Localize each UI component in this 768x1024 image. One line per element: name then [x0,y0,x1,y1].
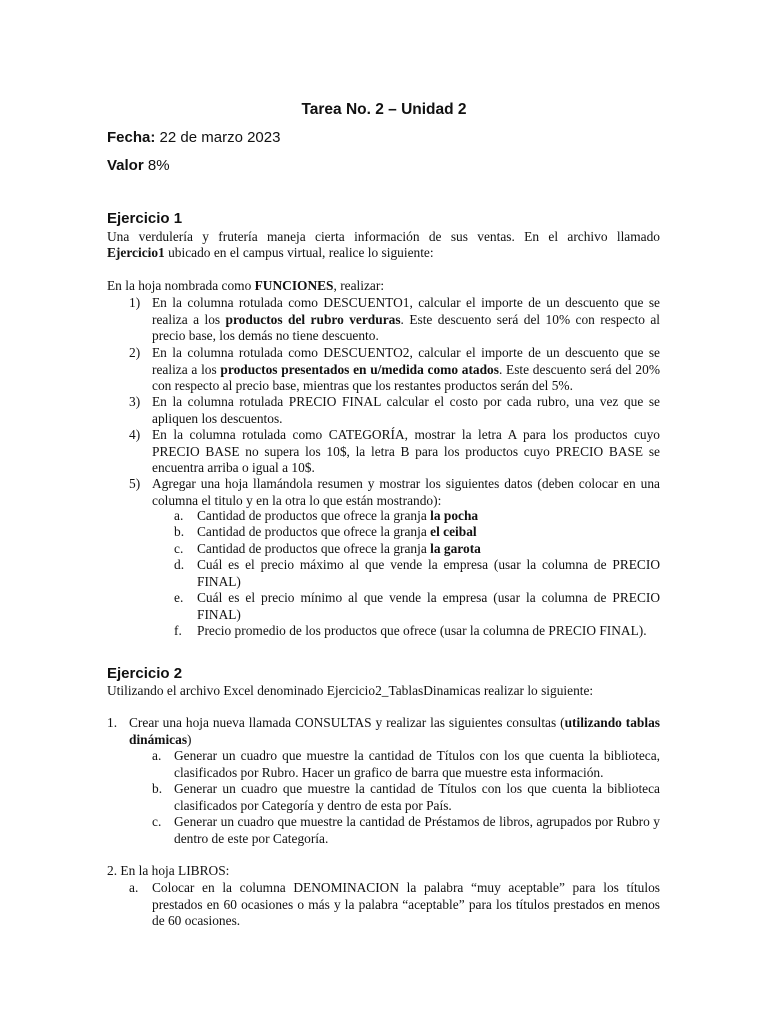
exercise-1-item [152,345,660,395]
item-bold: productos presentados en u/medida como atados [220,361,499,377]
subitem-letter: c. [152,814,162,829]
exercise-2-subitem: Generar un cuadro que muestre la cantidad de Títulos con los que cuenta la biblioteca clasificados por Categoría y dentro de esta por País. [174,781,660,813]
farm-name: la pocha [430,508,479,523]
sheet-name: FUNCIONES [254,278,334,293]
subitem-text: Cantidad de productos que ofrece la granja [197,524,431,539]
farm-name: el ceibal [430,524,477,539]
subitem-letter: b. [174,524,185,539]
exercise-2-heading: Ejercicio 2 [107,665,183,682]
item-text: En la columna rotulada como DESCUENTO1, calcular el importe de un descuento que se realiza a los [152,295,660,327]
exercise-1-subitem [197,524,660,541]
item-number: 3) [129,394,141,409]
subitem-letter: a. [129,880,139,895]
exercise-1-item: En la columna rotulada como CATEGORÍA, mostrar la letra A para los productos cuyo PRECIO BASE no supera los 10$, la letra B para los productos cuyo PRECIO BASE se encuentra arriba o igual a 10$. [152,427,660,475]
item-bold: utilizando tablas dinámicas [129,715,661,747]
sheet-instruction [107,278,384,295]
exercise-1-item: En la columna rotulada PRECIO FINAL calcular el costo por cada rubro, una vez que se apliquen los descuentos. [152,394,660,426]
file-name: Ejercicio1 [107,245,165,260]
subitem-letter: b. [152,781,163,796]
subitem-text: Cantidad de productos que ofrece la granja [197,508,431,523]
document-title: Tarea No. 2 – Unidad 2 [301,101,467,118]
exercise-2-subitem: Generar un cuadro que muestre la cantidad de Títulos con los que cuenta la biblioteca, clasificados por Rubro. Hacer un grafico de barra que muestre esta información. [174,748,660,780]
exercise-1-item: Agregar una hoja llamándola resumen y mostrar los siguientes datos (deben colocar en una columna el titulo y en la otra lo que están mostrando): [152,476,660,508]
item-number: 5) [129,476,141,491]
date-line [107,129,280,146]
exercise-1-subitem: Cuál es el precio mínimo al que vende la empresa (usar la columna de PRECIO FINAL) [197,590,660,622]
exercise-2-item-2: 2. En la hoja LIBROS: [107,863,230,878]
item-text-post: . Este descuento será del 10% con respecto al precio base, los demás no tiene descuento. [152,311,660,343]
item-number: 4) [129,427,141,442]
value-line [107,157,170,174]
exercise-1-heading: Ejercicio 1 [107,210,183,227]
item-number: 1. [107,715,118,730]
subitem-letter: a. [152,748,162,763]
exercise-1-subitem [197,508,660,525]
item-number: 2) [129,345,141,360]
item-text-post: . Este descuento será del 20% con respecto al precio base, mientras que los restantes productos serán del 5%. [152,361,660,393]
value-label: Valor [107,157,144,174]
date-value: 22 de marzo 2023 [159,129,281,146]
subitem-text: Cantidad de productos que ofrece la granja [197,541,431,556]
subitem-letter: f. [174,623,182,638]
sheet-post: , realizar: [333,278,385,293]
subitem-letter: c. [174,541,184,556]
value-value: 8% [147,157,170,174]
exercise-2-subitem: Generar un cuadro que muestre la cantidad de Préstamos de libros, agrupados por Rubro y dentro de este por Categoría. [174,814,660,846]
exercise-1-intro-line-1: Una verdulería y frutería maneja cierta información de sus ventas. En el archivo llamado [107,229,660,244]
exercise-2-intro: Utilizando el archivo Excel denominado Ejercicio2_TablasDinamicas realizar lo siguiente: [107,683,594,698]
item-text-post: ) [187,731,192,747]
exercise-2-item-1 [129,715,660,748]
subitem-letter: d. [174,557,185,572]
exercise-1-item [152,295,660,345]
date-label: Fecha: [107,129,156,146]
subitem-letter: a. [174,508,184,523]
exercise-1-subitem: Precio promedio de los productos que ofrece (usar la columna de PRECIO FINAL). [197,623,647,638]
exercise-1-subitem [197,541,660,558]
item-number: 1) [129,295,141,310]
farm-name: la garota [430,541,481,556]
item-text: En la columna rotulada como DESCUENTO2, calcular el importe de un descuento que se realiza a los [152,345,660,377]
intro-rest: ubicado en el campus virtual, realice lo siguiente: [164,245,434,260]
item-text: Crear una hoja nueva llamada CONSULTAS y realizar las siguientes consultas ( [129,715,565,730]
sheet-pre: En la hoja nombrada como [107,278,255,293]
subitem-letter: e. [174,590,184,605]
exercise-2-item-2-subitem: Colocar en la columna DENOMINACION la palabra “muy aceptable” para los títulos prestados en 60 ocasiones o más y la palabra “aceptable” para los títulos prestados en menos de 60 ocasiones. [152,880,660,928]
item-bold: productos del rubro verduras [225,311,401,327]
exercise-1-intro-line-2 [107,245,434,262]
exercise-1-subitem: Cuál es el precio máximo al que vende la empresa (usar la columna de PRECIO FINAL) [197,557,660,589]
